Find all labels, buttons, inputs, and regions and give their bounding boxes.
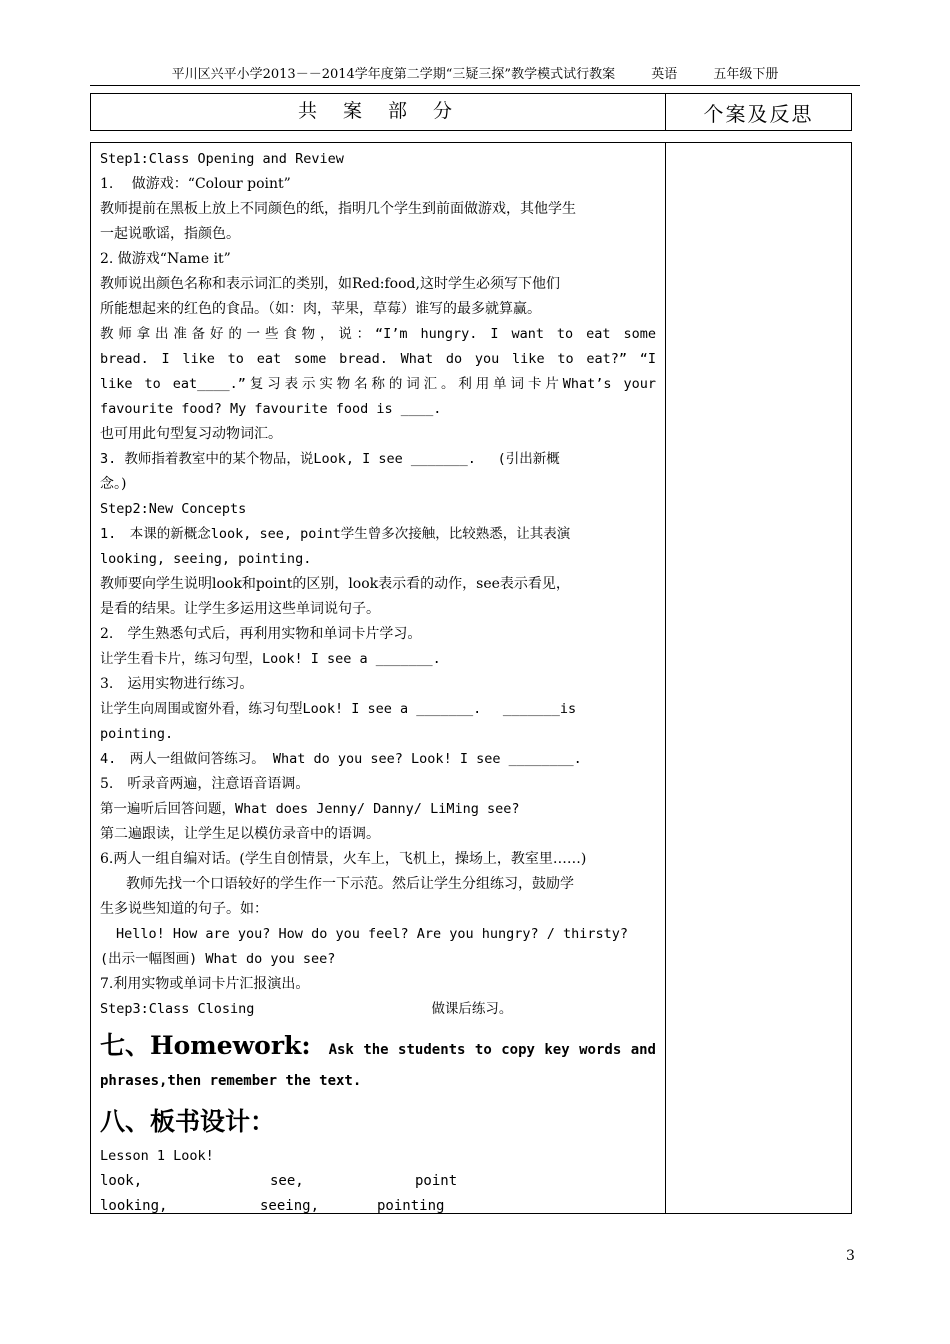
text-line: favourite food? My favourite food is ____.: [100, 401, 442, 417]
text-line: 教师拿出准备好的一些食物，说：“I’m hungry. I want to eat some: [100, 326, 656, 342]
text-line: like to eat____.”复习表示实物名称的词汇。利用单词卡片What’s your: [100, 376, 656, 392]
homework-word: to: [474, 1042, 492, 1058]
lesson-table: [90, 142, 852, 1214]
homework-word: and: [630, 1042, 656, 1058]
text-line: 1. 本课的新概念look, see, point学生曾多次接触，比较熟悉，让其表演: [100, 526, 571, 542]
board-word: pointing: [377, 1198, 445, 1214]
text-line: (出示一幅图画) What do you see?: [100, 951, 336, 967]
header-grade: 五年级下册: [713, 67, 779, 82]
table-header: [90, 93, 852, 131]
text-line: looking, seeing, pointing.: [100, 551, 312, 567]
homework-word: the: [363, 1042, 389, 1058]
step3-task: 做课后练习。: [431, 1001, 513, 1017]
text-line: 第一遍听后回答问题，What does Jenny/ Danny/ LiMing see?: [100, 801, 520, 817]
homework-word: key: [544, 1042, 570, 1058]
text-line: Step1:Class Opening and Review: [100, 151, 344, 167]
text-line: 让学生看卡片，练习句型，Look! I see a _______.: [100, 651, 441, 667]
board-word: looking,: [100, 1198, 168, 1214]
text-line: 生多说些知道的句子。如：: [100, 901, 268, 917]
text-line: 是看的结果。让学生多运用这些单词说句子。: [100, 601, 380, 617]
homework-section: [100, 1028, 656, 1098]
homework-word: copy: [501, 1042, 535, 1058]
board-word: see,: [270, 1173, 304, 1189]
text-line: 7.利用实物或单词卡片汇报演出。: [100, 976, 310, 992]
shared-section-heading: 共案部分: [91, 94, 666, 130]
step3-line: [100, 997, 656, 1022]
step3-label: Step3:Class Closing: [100, 1001, 255, 1017]
text-line: 1. 做游戏：“Colour point”: [100, 176, 291, 192]
homework-word: Ask: [328, 1042, 354, 1058]
board-design-heading: 八、板书设计：: [100, 1107, 276, 1136]
text-line: pointing.: [100, 726, 174, 742]
board-row-1: [100, 1169, 656, 1194]
text-line: 第二遍跟读，让学生足以模仿录音中的语调。: [100, 826, 380, 842]
homework-word: students: [398, 1042, 466, 1058]
reflection-cell: [666, 143, 851, 1213]
text-line: bread. I like to eat some bread. What do you like to eat?” “I: [100, 351, 656, 367]
text-line: 所能想起来的红色的食品。（如：肉，苹果，草莓）谁写的最多就算赢。: [100, 301, 541, 317]
homework-line-2: phrases,then remember the text.: [100, 1073, 362, 1089]
header-subject: 英语: [651, 67, 678, 82]
text-line: Hello! How are you? How do you feel? Are you hungry? / thirsty?: [116, 926, 629, 942]
text-line: 2. 做游戏“Name it”: [100, 251, 231, 267]
homework-line-1: [100, 1028, 656, 1064]
text-line: 3. 教师指着教室中的某个物品，说Look, I see _______. (引出新概: [100, 451, 560, 467]
text-line: 5. 听录音两遍，注意语音语调。: [100, 776, 310, 792]
text-line: 3. 运用实物进行练习。: [100, 676, 254, 692]
lesson-plan-cell: [91, 143, 666, 1213]
reflection-section-heading: 个案及反思: [703, 102, 814, 126]
text-line: 教师先找一个口语较好的学生作一下示范。然后让学生分组练习，鼓励学: [126, 876, 574, 892]
board-row-2: [100, 1194, 656, 1219]
board-word: look,: [100, 1173, 143, 1189]
text-line: 也可用此句型复习动物词汇。: [100, 426, 282, 442]
header-title: 平川区兴平小学2013－－2014学年度第二学期“三疑三探”教学模式试行教案: [171, 67, 616, 82]
text-line: Step2:New Concepts: [100, 501, 247, 517]
text-line: 教师提前在黑板上放上不同颜色的纸，指明几个学生到前面做游戏，其他学生: [100, 201, 576, 217]
text-line: 教师要向学生说明look和point的区别，look表示看的动作，see表示看见，: [100, 576, 570, 592]
text-line: 念。): [100, 476, 127, 492]
text-line: 2. 学生熟悉句式后，再利用实物和单词卡片学习。: [100, 626, 422, 642]
text-line: 6.两人一组自编对话。(学生自创情景，火车上，飞机上，操场上，教室里……): [100, 851, 587, 867]
text-line: 教师说出颜色名称和表示词汇的类别，如Red:food,这时学生必须写下他们: [100, 276, 560, 292]
page-header: [90, 66, 860, 84]
board-lesson-title: Lesson 1 Look!: [100, 1148, 214, 1164]
page-number: 3: [846, 1248, 855, 1264]
text-line: 4. 两人一组做问答练习。 What do you see? Look! I see ________.: [100, 751, 582, 767]
board-word: seeing,: [260, 1198, 320, 1214]
text-line: 让学生向周围或窗外看，练习句型Look! I see a _______. _______is: [100, 701, 577, 717]
board-word: point: [415, 1173, 458, 1189]
text-line: 一起说歌谣，指颜色。: [100, 226, 240, 242]
homework-heading: 七、Homework:: [100, 1031, 311, 1060]
homework-word: words: [579, 1042, 622, 1058]
homework-words: [311, 1042, 656, 1058]
header-rule: [90, 85, 860, 86]
